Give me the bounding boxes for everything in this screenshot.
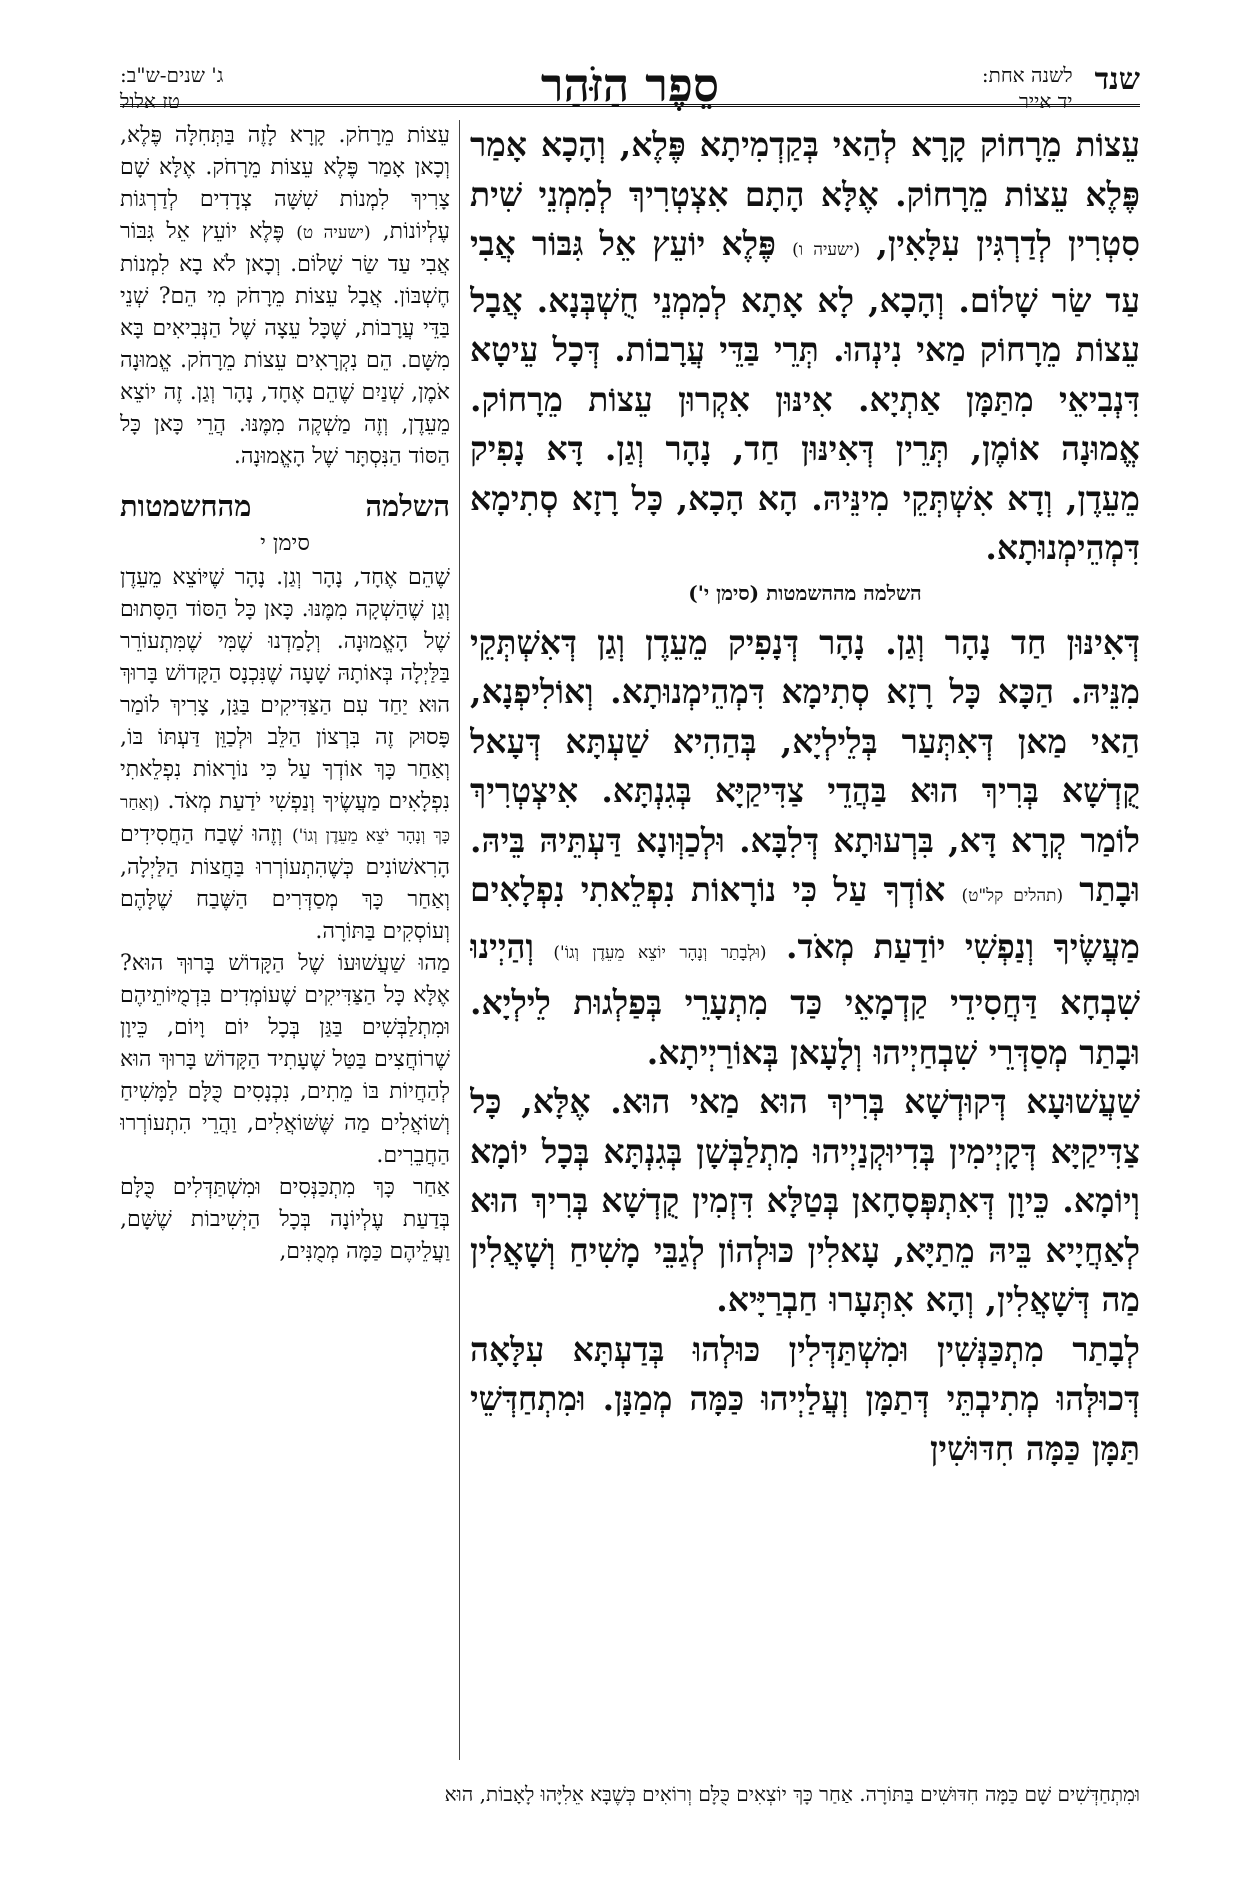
translation-paragraph-2 (120, 562, 450, 948)
translation-column (120, 120, 450, 1760)
aramaic-text: אוֹדְךָ עַל כִּי נוֹרָאוֹת נִפְלֵאתִי נִפְלָאִים מַעֲשֶׂיךָ וְנַפְשִׁי יוֹדַעַת מְאֹד. (470, 870, 1140, 966)
source-reference: (וּלְבָתַר וְנָהָר יוֹצֵא מֵעֵדֶן וְגוֹ') (553, 942, 767, 963)
translation-paragraph-3: מַהוּ שַׁעֲשׁוּעוֹ שֶׁל הַקָּדוֹשׁ בָּרוּךְ הוּא? אֶלָּא כָּל הַצַּדִּיקִים שֶׁעוֹמְדִים בִּדְמֻיּוֹתֵיהֶם וּמִתְלַבְּשִׁים בַּגַּן בְּכָל יוֹם וָיוֹם, כֵּיוָן שֶׁרוֹחֲצִים בַּטַּל שֶׁעָתִיד הַקָּדוֹשׁ בָּרוּךְ הוּא לְהַחֲיוֹת בּוֹ מֵתִים, נִכְנָסִים כֻּלָּם לַמָּשִׁיחַ וְשׁוֹאֲלִים מַה שֶּׁשּׁוֹאֲלִים, וַהֲרֵי הִתְעוֹרְרוּ הַחֲבֵרִים. (120, 951, 450, 1168)
aramaic-text: דְּאִינּוּן חַד נָהָר וְגַן. נָהָר דְּנָפִיק מֵעֵדֶן וְגַן דְּאִשְׁתְּקֵי מִנֵּיהּ. הַכָּא כָּל רָזָא סְתִימָא דִּמְהֵימְנוּתָא. וְאוֹלִיפְנָא, הַאי מַאן דְּאִתְּעַר בְּלֵילְיָא, בְּהַהִיא שַׁעְתָּא דְּעָאל קֻדְשָׁא בְּרִיךְ הוּא בַּהֲדֵי צַדִּיקַיָּא בְּגִנְתָּא. אִיצְטְרִיךְ לוֹמַר קְרָא דָּא, בִּרְעוּתָא דְּלִבָּא. וּלְכַוְּונָא דַּעְתֵּיהּ בֵּיהּ. וּבָתַר (470, 622, 1140, 909)
source-reference: (ישעיה ט) (296, 223, 371, 243)
translation-text: שֶׁהֵם אֶחָד, נָהָר וְגַן. נָהָר שֶׁיּוֹצֵא מֵעֵדֶן וְגַן שֶׁהַשְׁקָה מִמֶּנּוּ. כָּאן כָּל הַסּוֹד הַסָּתוּם שֶׁל הָאֱמוּנָה. וְלָמַדְנוּ שֶׁמִּי שֶׁמִּתְעוֹרֵר בַּלַּיְלָה בְּאוֹתָהּ שָׁעָה שֶׁנִּכְנָס הַקָּדוֹשׁ בָּרוּךְ הוּא יַחַד עִם הַצַּדִּיקִים בַּגַּן, צָרִיךְ לוֹמַר פָּסוּק זֶה בִּרְצוֹן הַלֵּב וּלְכַוֵּן דַּעְתּוֹ בּוֹ, וְאַחַר כָּךְ אוֹדְךָ עַל כִּי נוֹרָאוֹת נִפְלֵאתִי נִפְלָאִים מַעֲשֶׂיךָ וְנַפְשִׁי יֹדַעַת מְאֹד. (120, 565, 450, 814)
section-heading: השלמה מהחשמטות (120, 489, 450, 523)
column-divider (459, 120, 460, 1760)
translation-text: עֵצוֹת מֵרָחֹק. קָרָא לָזֶה בַּתְּחִלָּה פֶּלֶא, וְכָאן אָמַר פֶּלֶא עֵצוֹת מֵרָחֹק. אֶלָּא שָׁם צָרִיךְ לִמְנוֹת שִׁשָּׁה צְדָדִים לְדַרְגּוֹת עֶלְיוֹנוֹת, (120, 123, 450, 244)
translation-text: פֶּלֶא יוֹעֵץ אֵל גִּבּוֹר אֲבִי עַד שַׂר שָׁלוֹם. וְכָאן לֹא בָא לִמְנוֹת חֶשְׁבּוֹן. אֲבָל עֵצוֹת מֵרָחֹק מִי הֵם? שְׁנֵי בַּדֵּי עֲרָבוֹת, שֶׁכָּל עֵצָה שֶׁל הַנְּבִיאִים בָּא מִשָּׁם. הֵם נִקְרָאִים עֵצוֹת מֵרָחֹק. אֱמוּנָה אֹמֶן, שְׁנַיִם שֶׁהֵם אֶחָד, נָהָר וְגַן. זֶה יוֹצֵא מֵעֵדֶן, וְזֶה מַשְׁקֶה מִמֶּנּוּ. הֲרֵי כָּאן כָּל הַסּוֹד הַנִּסְתָּר שֶׁל הָאֱמוּנָה. (120, 219, 450, 469)
source-reference: (ישעיה ו) (792, 240, 861, 260)
schedule-three-years-date: טז אלול (120, 89, 180, 113)
footer-continuation: וּמִתְחַדְּשִׁים שָׁם כַּמָּה חִדּוּשִׁים בַּתּוֹרָה. אַחַר כָּךְ יוֹצְאִים כֻּלָּם וְרוֹאִים כְּשֶׁבָּא אֵלִיָּהוּ לָאָבוֹת, הוּא (444, 1782, 1140, 1806)
aramaic-text: עֵצוֹת מֵרָחוֹק קָרָא לְהַאי בְּקַדְמִיתָא פֶּלֶא, וְהָכָא אָמַר פֶּלֶא עֵצוֹת מֵרָחוֹק. אֶלָּא הָתָם אִצְטְרִיךְ לְמִמְנֵי שִׁית סִטְרִין לְדַרְגִּין עִלָּאִין, (470, 125, 1140, 263)
section-note: השלמה מההשמטות (סימן י') (688, 580, 922, 605)
aramaic-paragraph-4: לְבָתַר מִתְכַּנְּשִׁין וּמִשְׁתַּדְּלִין כּוּלְהוּ בְּדַעְתָּא עִלָּאָה דְּכוּלְּהוּ מְתִיבְתֵּי דְּתַמָּן וְעֲלַיְיהוּ כַּמָּה מְמַנָּן. וּמִתְחַדְּשֵׁי תַּמָּן כַּמָּה חִדּוּשִׁין (470, 1329, 1140, 1468)
source-reference: (תהלים קל"ט) (961, 886, 1064, 906)
page-code: שנד (1094, 62, 1140, 97)
header-rule (120, 104, 1140, 107)
aramaic-text: פֶּלֶא יוֹעֵץ אֵל גִּבּוֹר אֲבִי עַד שַׂר שָׁלוֹם. וְהָכָא, לָא אָתָא לְמִמְנֵי חֻשְׁבְּנָא. אֲבָל עֵצוֹת מֵרָחוֹק מַאי נִינְהוּ. תְּרֵי בַּדֵּי עֲרָבוֹת. דְּכָל עֵיטָא דִּנְבִיאֵי מִתַּמָּן אַתְיָא. אִינּוּן אִקְרוּן עֵצוֹת מֵרָחוֹק. אֱמוּנָה אוֹמֶן, תְּרֵין דְּאִינּוּן חַד, נָהָר וְגַן. דָּא נָפִיק מֵעֵדֶן, וְדָא אִשְׁתְּקֵי מִינֵּיהּ. הָא הָכָא, כָּל רָזָא סְתִימָא דִּמְהֵימְנוּתָא. (470, 224, 1140, 567)
schedule-one-year-label: לשנה אחת: (981, 63, 1073, 87)
aramaic-paragraph-3: שַׁעֲשׁוּעָא דְּקוּדְשָׁא בְּרִיךְ הוּא מַאי הוּא. אֶלָּא, כָּל צַדִּיקַיָּא דְּקָיְימִין בְּדִיוּקְנַיְיהוּ מִתְלַבְּשָׁן בְּגִנְתָּא בְּכָל יוֹמָא וְיוֹמָא. כֵּיוָן דְּאִתְפְּסָחָאן בְּטַלָּא דִּזְמִין קֻדְשָׁא בְּרִיךְ הוּא לְאַחֲיָיא בֵּיהּ מֵתַיָּא, עָאלִין כּוּלְהוֹן לְגַבֵּי מָשִׁיחַ וְשָׁאֲלִין מַה דְּשָׁאֲלִין, וְהָא אִתְּעָרוּ חַבְרַיָּיא. (470, 1082, 1140, 1319)
translation-text: וְזֶהוּ שֶׁבַח הַחֲסִידִים הָרִאשׁוֹנִים כְּשֶׁהִתְעוֹרְרוּ בַּחֲצוֹת הַלַּיְלָה, וְאַחַר כָּךְ מְסַדְּרִים הַשֶּׁבַח שֶׁלָּהֶם וְעוֹסְקִים בַּתּוֹרָה. (120, 822, 450, 944)
aramaic-text: וְהַיְינוּ שִׁבְחָא דַּחֲסִידֵי קַדְמָאֵי כַּד מִתְעָרֵי בְּפַלְגוּת לֵילְיָא. וּבָתַר מְסַדְּרֵי שִׁבְחַיְיהוּ וְלָעָאן בְּאוֹרַיְיתָא. (470, 926, 1140, 1072)
aramaic-paragraph-2 (470, 618, 1140, 1078)
book-title: סֵפֶר הַזֹּהַר (540, 58, 720, 112)
aramaic-column (470, 120, 1140, 1760)
translation-paragraph-1 (120, 120, 450, 473)
schedule-three-years-label: ג' שנים-ש"ב: (120, 63, 224, 87)
schedule-one-year-date: יד אייר (1019, 89, 1073, 113)
translation-paragraph-4: אַחַר כָּךְ מִתְכַּנְּסִים וּמִשְׁתַּדְּלִים כֻּלָּם בְּדַעַת עֶלְיוֹנָה בְּכָל הַיְשִׁיבוֹת שֶׁשָּׁם, וַעֲלֵיהֶם כַּמָּה מְמֻנִּים, (120, 1175, 450, 1264)
aramaic-paragraph-1 (470, 120, 1140, 573)
source-reference: (וְאַחַר כָּךְ וְנָהָר יֹצֵא מֵעֵדֶן וְגוֹ') (120, 793, 450, 846)
section-subheading: סימן י (260, 531, 310, 556)
